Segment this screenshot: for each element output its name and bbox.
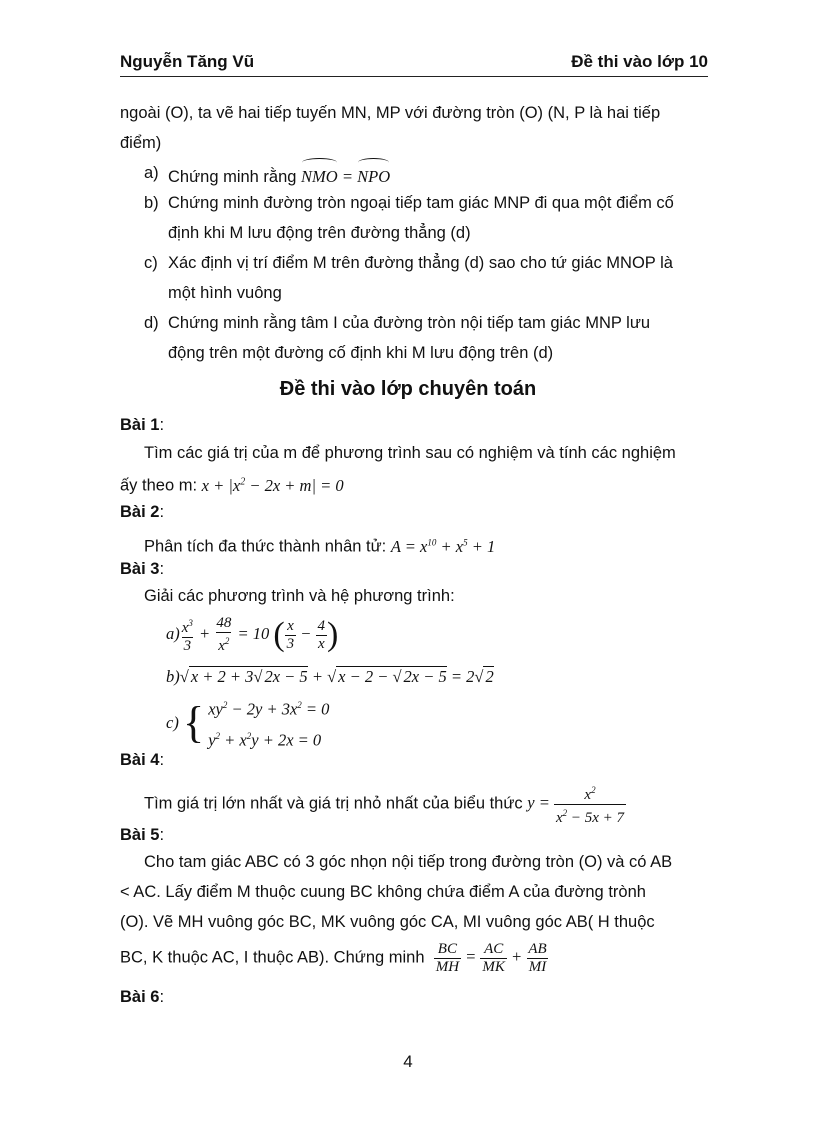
problem-5-line-2: < AC. Lấy điểm M thuộc cuung BC không chứa điểm A của đường trònh — [120, 883, 646, 901]
angle-equation: NMO = NPO — [301, 167, 390, 186]
intro-line-1: ngoài (O), ta vẽ hai tiếp tuyến MN, MP với đường tròn (O) (N, P là hai tiếp — [120, 104, 661, 122]
problem-6-heading: Bài 6: — [120, 988, 165, 1006]
item-c-label: c) — [144, 254, 158, 272]
problem-5-line-1: Cho tam giác ABC có 3 góc nhọn nội tiếp trong đường tròn (O) và có AB — [144, 853, 673, 871]
item-d-label: d) — [144, 314, 159, 332]
item-d-line-2: động trên một đường cố định khi M lưu động trên (d) — [168, 344, 554, 362]
problem-4-line: Tìm giá trị lớn nhất và giá trị nhỏ nhất của biểu thức y = $\frac{x^2}{x^2 - 5x + 7}$ — [144, 785, 625, 826]
page-header — [120, 52, 708, 77]
problem-2-heading: Bài 2: — [120, 503, 165, 521]
item-c-line-2: một hình vuông — [168, 284, 282, 302]
ratio-equation: $\frac{BC}{MH}$ = $\frac{AC}{MK}$ + $\frac{AB}{MI}$ — [435, 941, 547, 975]
item-a-label: a) — [144, 164, 159, 182]
problem-4-heading: Bài 4: — [120, 751, 165, 769]
item-b-label: b) — [144, 194, 159, 212]
header-author: Nguyễn Tăng Vũ — [120, 52, 255, 71]
problem-5-heading: Bài 5: — [120, 826, 165, 844]
item-b-line-2: định khi M lưu động trên đường thẳng (d) — [168, 224, 471, 242]
equation-3a: a) $\frac{x^3}{3}$ + $\frac{48}{x^2}$ = 10 ( $\frac{x}{3}$ − $\frac{4}{x}$ ) — [166, 615, 339, 655]
item-a — [168, 158, 708, 192]
item-b-line-1: Chứng minh đường tròn ngoại tiếp tam giác MNP đi qua một điểm cố — [168, 194, 674, 212]
intro-line-2: điểm) — [120, 134, 162, 152]
header-title: Đề thi vào lớp 10 — [571, 52, 708, 71]
item-a-text: Chứng minh rằng — [168, 168, 297, 186]
problem-1-line-2: ấy theo m: $x + |x^2 - 2x + m| = 0$ — [120, 475, 344, 495]
problem-1-line-1: Tìm các giá trị của m để phương trình sau có nghiệm và tính các nghiệm — [144, 444, 676, 462]
equation-1: $x + |x^2 - 2x + m| = 0$ — [201, 475, 344, 495]
equation-3c: c) { $xy^2 - 2y + 3x^2 = 0$ $y^2 + x^2y + 2x = 0$ — [166, 697, 330, 749]
problem-5-line-4: BC, K thuộc AC, I thuộc AB). Chứng minh $\frac{BC}{MH}$ = $\frac{AC}{MK}$ + $\frac{AB}{MI}$ — [120, 941, 547, 975]
problem-3-line: Giải các phương trình và hệ phương trình: — [144, 587, 455, 605]
polynomial-expression: $A = x^{10} + x^5 + 1$ — [390, 536, 496, 556]
page-number: 4 — [403, 1052, 413, 1071]
problem-1-heading: Bài 1: — [120, 416, 165, 434]
equation-3b: b)√ x + 2 + 3√ 2x − 5 + √ x − 2 − √ 2x − 5 = 2√ 2 — [166, 667, 494, 686]
problem-5-line-3: (O). Vẽ MH vuông góc BC, MK vuông góc CA, MI vuông góc AB( H thuộc — [120, 913, 655, 931]
item-c-line-1: Xác định vị trí điểm M trên đường thẳng (d) sao cho tứ giác MNOP là — [168, 254, 673, 272]
fraction-expression: y = $\frac{x^2}{x^2 - 5x + 7}$ — [527, 785, 625, 826]
item-d-line-1: Chứng minh rằng tâm I của đường tròn nội tiếp tam giác MNP lưu — [168, 314, 651, 332]
section-title: Đề thi vào lớp chuyên toán — [279, 378, 537, 400]
problem-3-heading: Bài 3: — [120, 560, 165, 578]
problem-2-line: Phân tích đa thức thành nhân tử: $A = x^{10} + x^5 + 1$ — [144, 536, 496, 556]
